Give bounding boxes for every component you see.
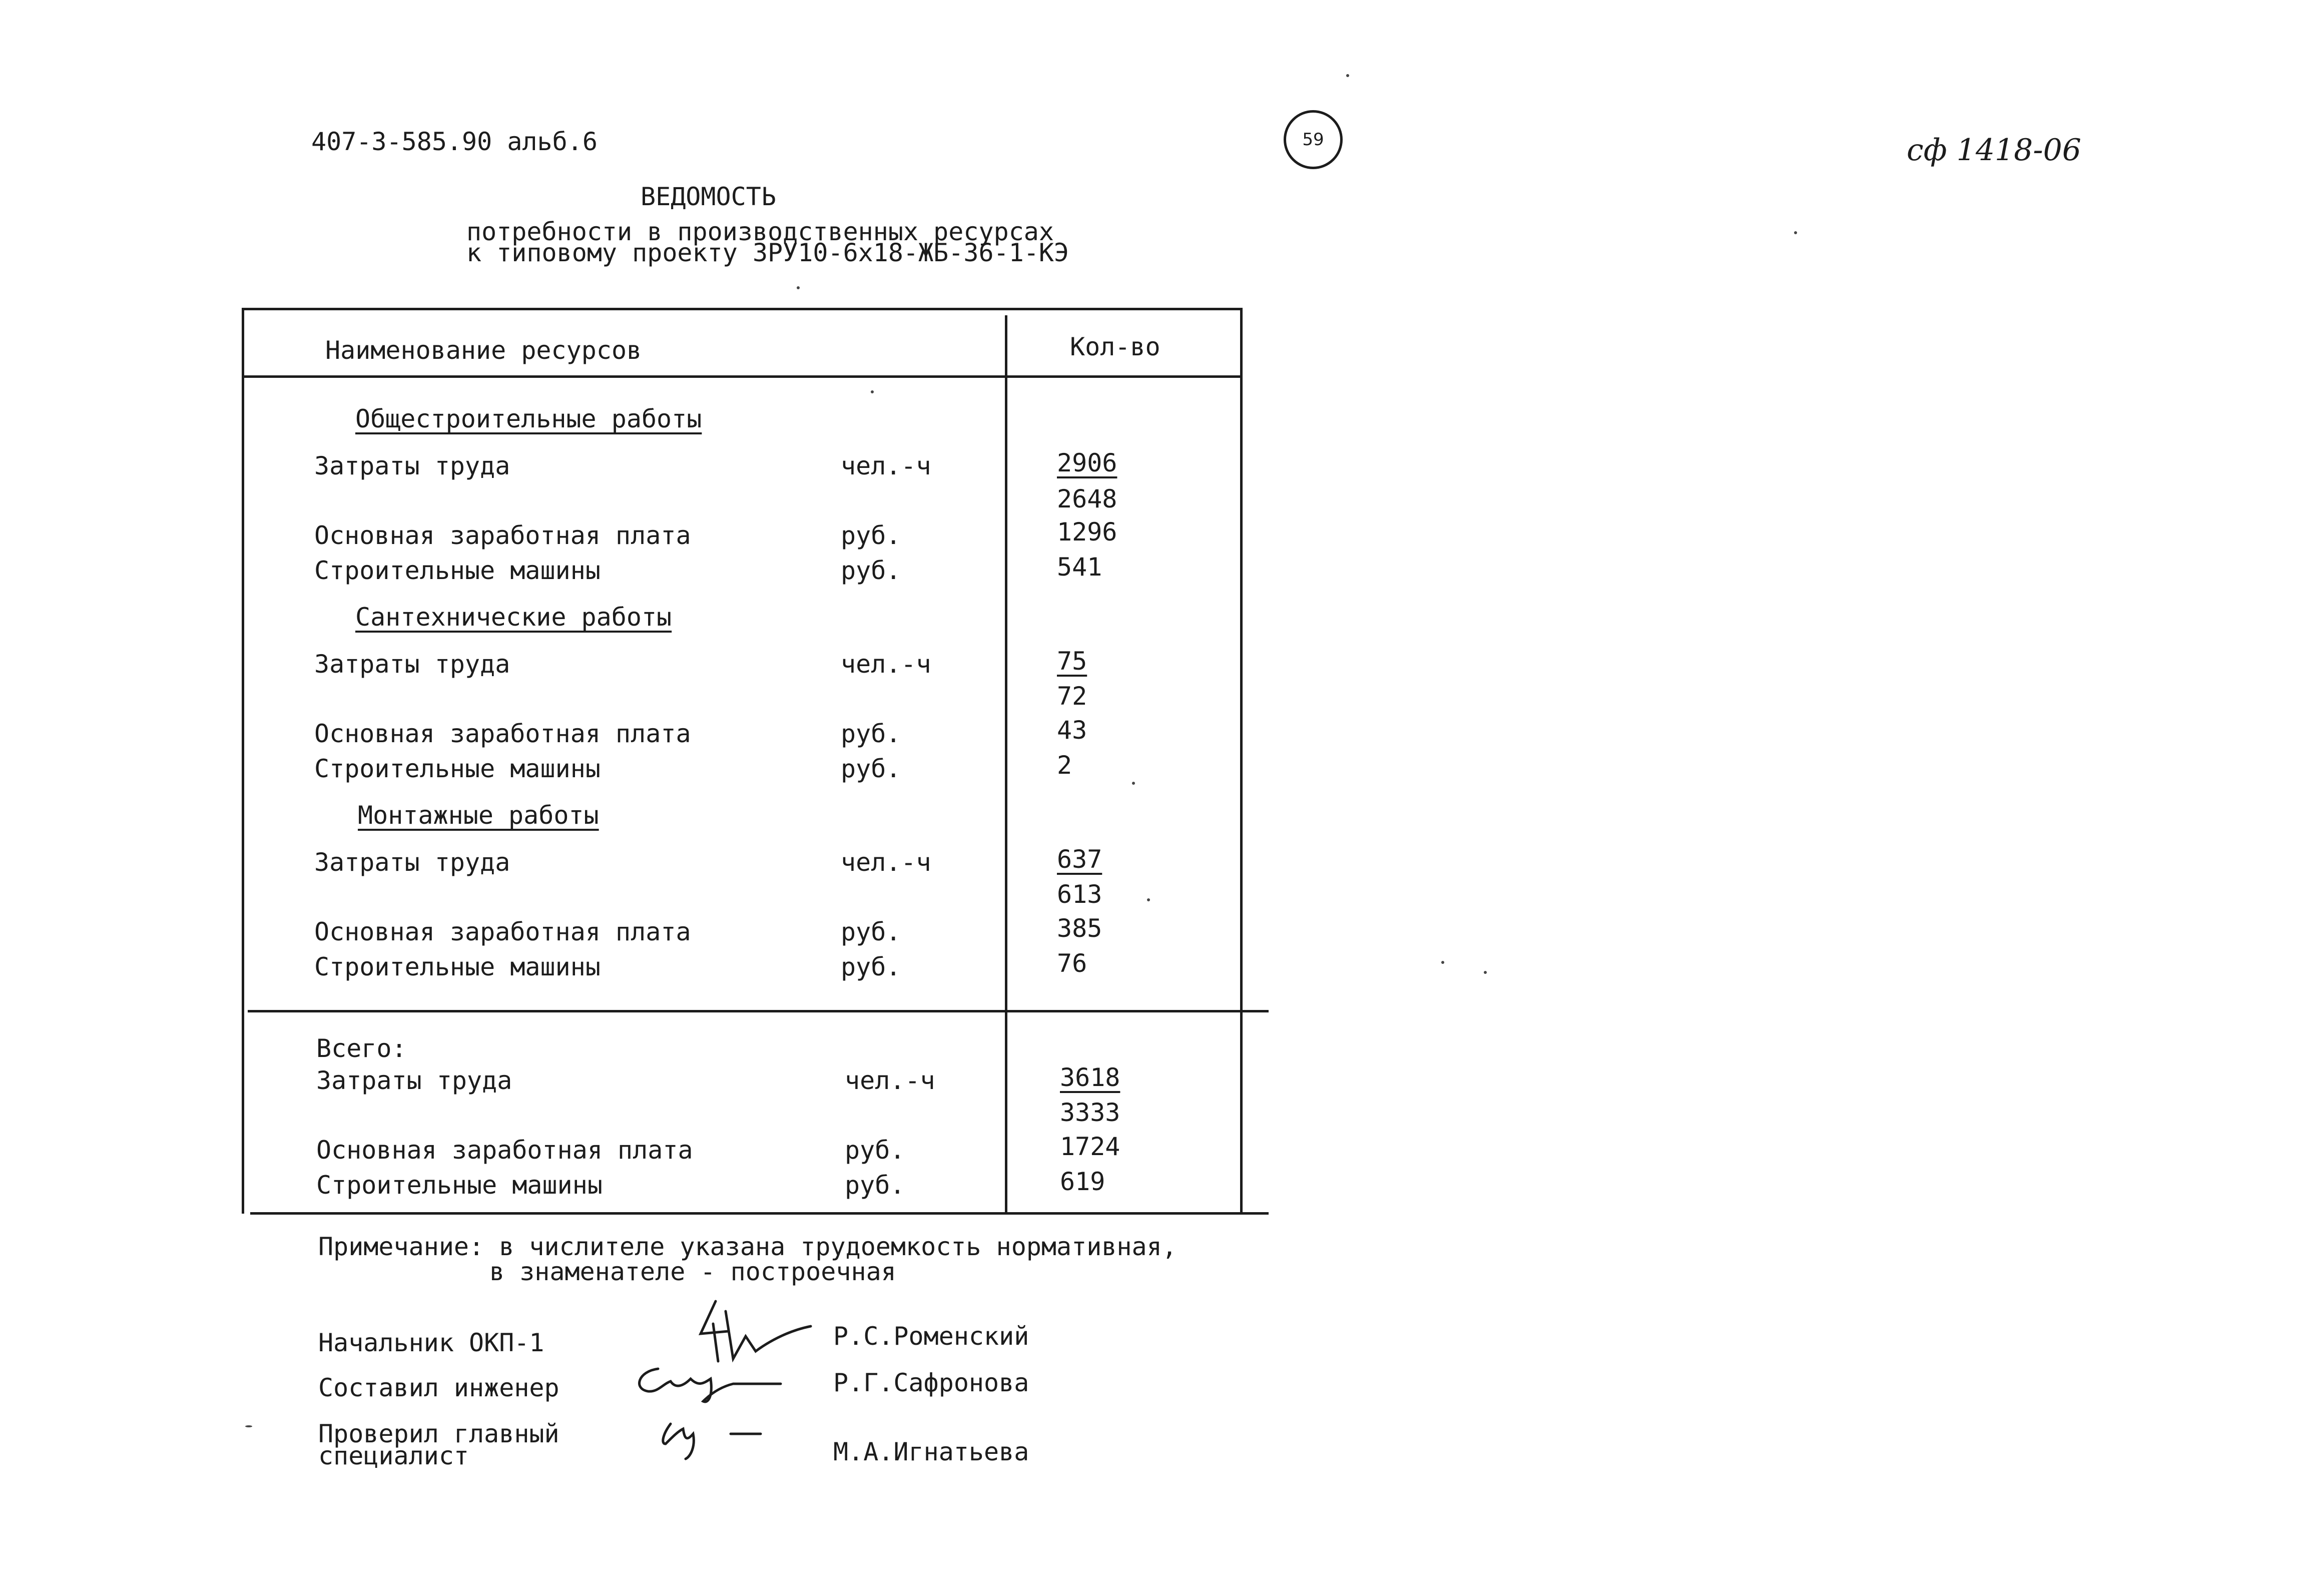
row-value: 2 xyxy=(1057,751,1072,780)
labor-denominator: 3333 xyxy=(1060,1098,1120,1127)
row-unit: руб. xyxy=(841,556,901,585)
row-label: Затраты труда xyxy=(316,1066,512,1095)
row-label: Основная заработная плата xyxy=(314,917,691,946)
handwritten-signature-1 xyxy=(686,1296,816,1371)
signature-name: М.А.Игнатьева xyxy=(833,1437,1029,1466)
labor-numerator: 637 xyxy=(1057,845,1102,874)
row-label: Строительные машины xyxy=(316,1171,603,1200)
scan-speck xyxy=(245,1425,252,1427)
labor-denominator: 613 xyxy=(1057,880,1102,909)
row-unit: чел.-ч xyxy=(845,1066,935,1095)
document-code: 407-3-585.90 альб.6 xyxy=(311,127,598,156)
row-unit: руб. xyxy=(845,1136,905,1165)
row-unit: руб. xyxy=(841,521,901,550)
row-unit: руб. xyxy=(845,1171,905,1200)
row-value: 43 xyxy=(1057,716,1087,745)
scan-speck xyxy=(1132,782,1135,785)
total-heading: Всего: xyxy=(316,1034,407,1063)
labor-numerator: 75 xyxy=(1057,647,1087,676)
column-header-name: Наименование ресурсов xyxy=(325,336,642,365)
table-left-border xyxy=(242,308,244,1214)
scan-speck xyxy=(1346,74,1349,77)
row-unit: руб. xyxy=(841,719,901,748)
row-label: Затраты труда xyxy=(314,650,510,679)
signature-role: Проверил главный xyxy=(318,1419,559,1448)
table-right-border xyxy=(1240,308,1243,1214)
title-line-1: потребности в производственных ресурсах xyxy=(466,217,1054,246)
scan-speck xyxy=(1794,231,1797,234)
section-heading: Монтажные работы xyxy=(358,801,599,830)
signature-name: Р.Г.Сафронова xyxy=(833,1368,1029,1397)
table-total-divider xyxy=(248,1010,1269,1012)
labor-denominator: 72 xyxy=(1057,682,1087,711)
signature-role: специалист xyxy=(318,1441,469,1470)
row-unit: руб. xyxy=(841,917,901,946)
row-unit: чел.-ч xyxy=(841,451,931,480)
signature-role: Составил инженер xyxy=(318,1373,559,1402)
row-value: 385 xyxy=(1057,914,1102,943)
note-line-2: в знаменателе - построечная xyxy=(489,1257,896,1286)
row-label: Строительные машины xyxy=(314,556,601,585)
labor-numerator: 3618 xyxy=(1060,1063,1120,1092)
scan-speck xyxy=(1484,971,1487,974)
section-heading: Сантехнические работы xyxy=(355,603,672,632)
row-label: Строительные машины xyxy=(314,754,601,783)
signature-role: Начальник ОКП-1 xyxy=(318,1328,544,1357)
row-unit: чел.-ч xyxy=(841,848,931,877)
labor-numerator: 2906 xyxy=(1057,448,1117,477)
row-value: 541 xyxy=(1057,553,1102,582)
row-value: 1296 xyxy=(1057,517,1117,547)
handwritten-signature-2 xyxy=(628,1361,783,1406)
row-label: Основная заработная плата xyxy=(314,521,691,550)
scan-speck xyxy=(871,390,874,393)
document-title: ВЕДОМОСТЬ xyxy=(641,182,776,211)
handwritten-signature-3 xyxy=(656,1416,766,1461)
row-value: 619 xyxy=(1060,1167,1105,1196)
row-label: Затраты труда xyxy=(314,451,510,480)
table-header-divider xyxy=(242,375,1243,378)
title-line-2: к типовому проекту ЗРУ10-6х18-ЖБ-36-1-КЭ xyxy=(466,238,1069,267)
row-unit: руб. xyxy=(841,952,901,981)
table-bottom-border xyxy=(250,1212,1269,1215)
page-number: 59 xyxy=(1302,130,1324,150)
table-top-border xyxy=(242,308,1243,310)
labor-denominator: 2648 xyxy=(1057,484,1117,513)
column-header-quantity: Кол-во xyxy=(1070,332,1161,361)
row-unit: руб. xyxy=(841,754,901,783)
table-column-divider xyxy=(1005,315,1007,1214)
row-label: Строительные машины xyxy=(314,952,601,981)
row-label: Основная заработная плата xyxy=(314,719,691,748)
scan-speck xyxy=(1441,961,1444,964)
scan-speck xyxy=(797,286,800,289)
handwritten-reference: сф 1418-06 xyxy=(1907,133,2081,168)
scan-speck xyxy=(1147,898,1150,901)
row-value: 1724 xyxy=(1060,1132,1120,1161)
section-heading: Общестроительные работы xyxy=(355,404,702,433)
row-label: Затраты труда xyxy=(314,848,510,877)
signature-name: Р.С.Роменский xyxy=(833,1322,1029,1351)
row-unit: чел.-ч xyxy=(841,650,931,679)
row-label: Основная заработная плата xyxy=(316,1136,693,1165)
row-value: 76 xyxy=(1057,949,1087,978)
page-number-circle xyxy=(1284,110,1343,169)
note-line-1: Примечание: в числителе указана трудоемкость нормативная, xyxy=(318,1232,1177,1261)
